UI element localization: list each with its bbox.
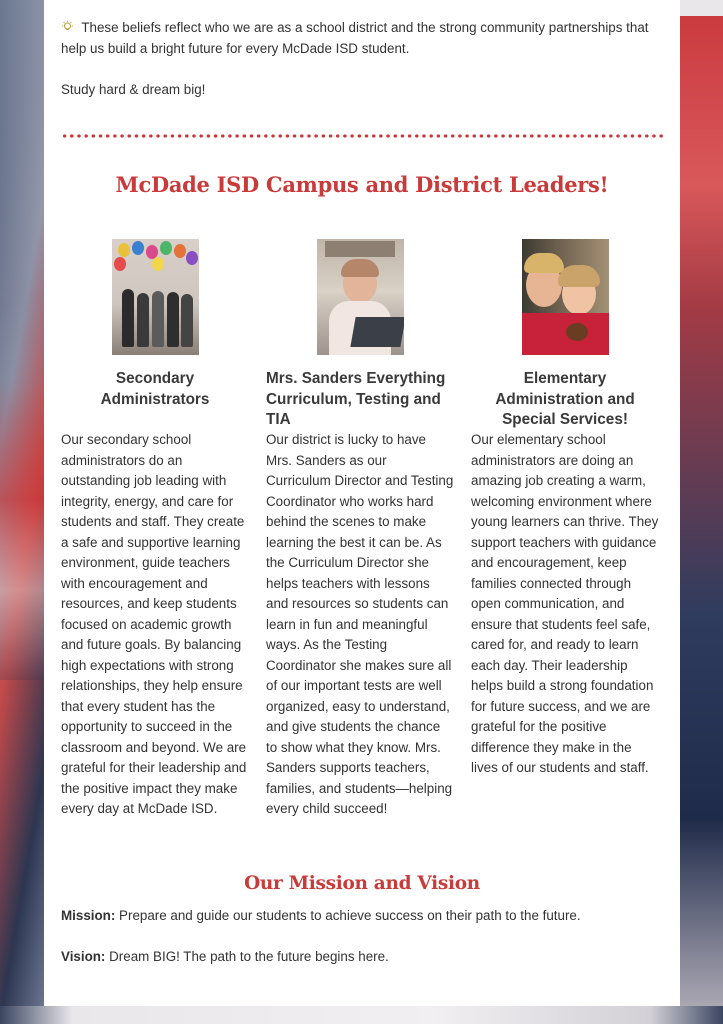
leader-column-secondary — [61, 239, 249, 820]
mission-statement — [61, 906, 671, 927]
secondary-body: Our secondary school administrators do an outstanding job leading with integrity, energy, and care for students and staff. They create a safe and supportive learning environment, guide teachers with encouragement and resources, and keep students focused on academic growth and future goals. By balancing high expectations with strong relationships, they help ensure that every student has the opportunity to succeed in the classroom and beyond. We are grateful for their leadership and the positive impact they make every day at McDade ISD. — [61, 432, 247, 816]
lightbulb-icon — [61, 21, 77, 35]
background-photo-right — [680, 0, 723, 1024]
sanders-heading: Mrs. Sanders Everything Curriculum, Testing and TIA — [266, 370, 446, 428]
newsletter-page — [44, 0, 680, 1006]
intro-paragraph — [61, 18, 671, 59]
elementary-body: Our elementary school administrators are doing an amazing job creating a warm, welcoming environment where young learners can thrive. They support teachers with guidance and encouragement, keep families connected through open communication, and ensure that students feel safe, cared for, and ready to learn each day. Their leadership helps build a strong foundation for future success, and we are grateful for the positive difference they make in the lives of our students and staff. — [471, 432, 659, 775]
intro-text: These beliefs reflect who we are as a school district and the strong community partnerships that help us build a bright future for every McDade ISD student. — [61, 20, 649, 56]
leader-column-elementary — [471, 239, 659, 779]
mission-text: Prepare and guide our students to achieve success on their path to the future. — [119, 908, 581, 923]
vision-statement — [61, 947, 671, 968]
background-bottom-strip — [0, 1006, 723, 1024]
secondary-heading: Secondary Administrators — [100, 370, 210, 408]
vision-text: Dream BIG! The path to the future begins here. — [109, 949, 389, 964]
leaders-section-title: McDade ISD Campus and District Leaders! — [115, 172, 609, 197]
leader-column-sanders — [266, 239, 454, 820]
signoff-text: Study hard & dream big! — [61, 82, 206, 97]
sanders-body: Our district is lucky to have Mrs. Sanders as our Curriculum Director and Testing Coordinator who works hard behind the scenes to make learning the best it can be. As the Curriculum Director she helps teachers with lessons and resources so students can learn in fun and meaningful ways. As the Testing Coordinator she makes sure all of our important tests are well organized, easy to understand, and give students the chance to show what they know. Mrs. Sanders supports teachers, families, and students—helping every child succeed! — [266, 432, 454, 816]
elementary-heading: Elementary Administration and Special Services! — [495, 370, 635, 428]
dotted-divider — [61, 133, 664, 139]
secondary-administrators-photo — [112, 239, 199, 355]
mission-label: Mission: — [61, 908, 116, 923]
elementary-administration-photo — [522, 239, 609, 355]
mission-section-title: Our Mission and Vision — [244, 873, 480, 894]
vision-label: Vision: — [61, 949, 106, 964]
background-photo-left — [0, 0, 44, 1024]
mrs-sanders-photo — [317, 239, 404, 355]
